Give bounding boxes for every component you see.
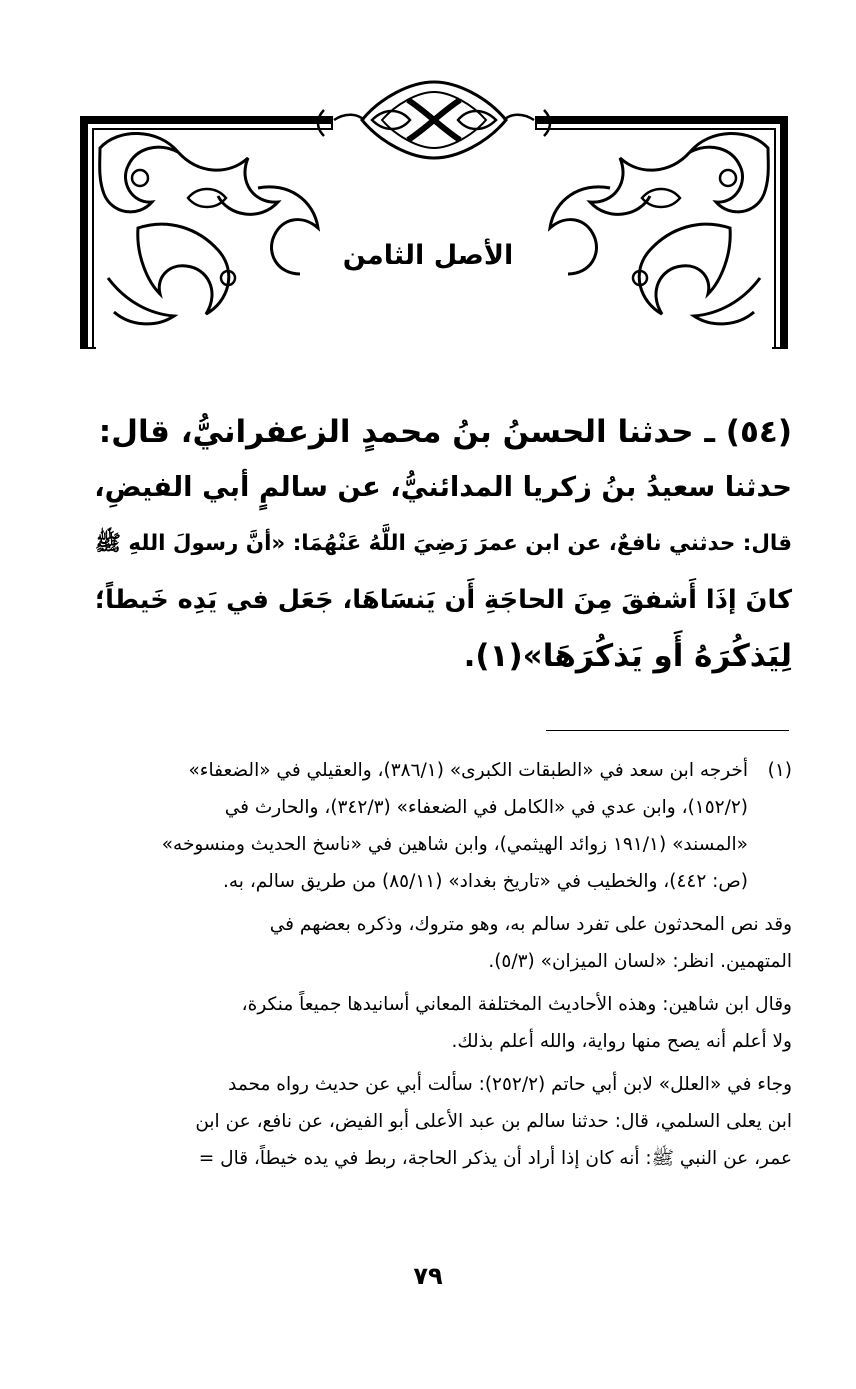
footnote-line: عمر، عن النبي ﷺ: أنه كان إذا أراد أن يذكر الحاجة، ربط في يده خيطاً، قال = [198,1148,792,1169]
footnote-line: وجاء في «العلل» لابن أبي حاتم (٢٥٢/٢): سألت أبي عن حديث رواه محمد [228,1074,792,1095]
hadith-line: كانَ إذَا أَشفقَ مِنَ الحاجَةِ أَن يَنسَاهَا، جَعَل في يَدِه خَيطاً؛ [94,585,792,615]
footnote-line: وقد نص المحدثون على تفرد سالم به، وهو متروك، وذكره بعضهم في [269,914,792,935]
arabesque-header-frame-icon [78,78,790,350]
footnote-line: وقال ابن شاهين: وهذه الأحاديث المختلفة المعاني أسانيدها جميعاً منكرة، [241,994,792,1015]
hadith-text [80,404,792,684]
footnote-entry [80,752,792,900]
right-corner-frame [536,116,788,348]
center-medallion [318,82,550,158]
footnote-line: أخرجه ابن سعد في «الطبقات الكبرى» (٣٨٦/١)، والعقيلي في «الضعفاء» [188,760,748,781]
hadith-line: لِيَذكُرَهُ أَو يَذكُرَهَا»(١). [463,638,792,674]
left-corner-frame [80,116,332,348]
chapter-title: الأصل الثامن [342,240,514,271]
footnote-paragraph [80,986,792,1060]
hadith-line: (٥٤) ـ حدثنا الحسنُ بنُ محمدٍ الزعفرانيُّ، قال: [98,414,792,450]
hadith-line: قال: حدثني نافعٌ، عن ابن عمرَ رَضِيَ اللَّهُ عَنْهُمَا: «أنَّ رسولَ اللهِ ﷺ [95,531,792,556]
page-number: ٧٩ [413,1262,443,1290]
footnote-line: المتهمين. انظر: «لسان الميزان» (٥/٣). [488,951,792,972]
footnote-line: ولا أعلم أنه يصح منها رواية، والله أعلم بذلك. [451,1031,792,1052]
footnote-paragraph [80,906,792,980]
footnote-divider [546,730,789,731]
footnote-line: ابن يعلى السلمي، قال: حدثنا سالم بن عبد الأعلى أبو الفيض، عن نافع، عن ابن [195,1111,792,1132]
footnote-paragraph [80,1066,792,1177]
footnote-number: (١) [767,760,792,781]
footnote-line: (١٥٢/٢)، وابن عدي في «الكامل في الضعفاء» (٣٤٢/٣)، والحارث في [224,797,748,818]
footnote-section [80,752,792,1177]
hadith-line: حدثنا سعيدُ بنُ زكريا المدائنيُّ، عن سالمٍ أبي الفيضِ، [94,472,792,503]
footnote-line: «المسند» (١٩١/١ زوائد الهيثمي)، وابن شاهين في «ناسخ الحديث ومنسوخه» [161,834,748,855]
footnote-line: (ص: ٤٤٢)، والخطيب في «تاريخ بغداد» (٨٥/١١) من طريق سالم، به. [222,871,748,892]
